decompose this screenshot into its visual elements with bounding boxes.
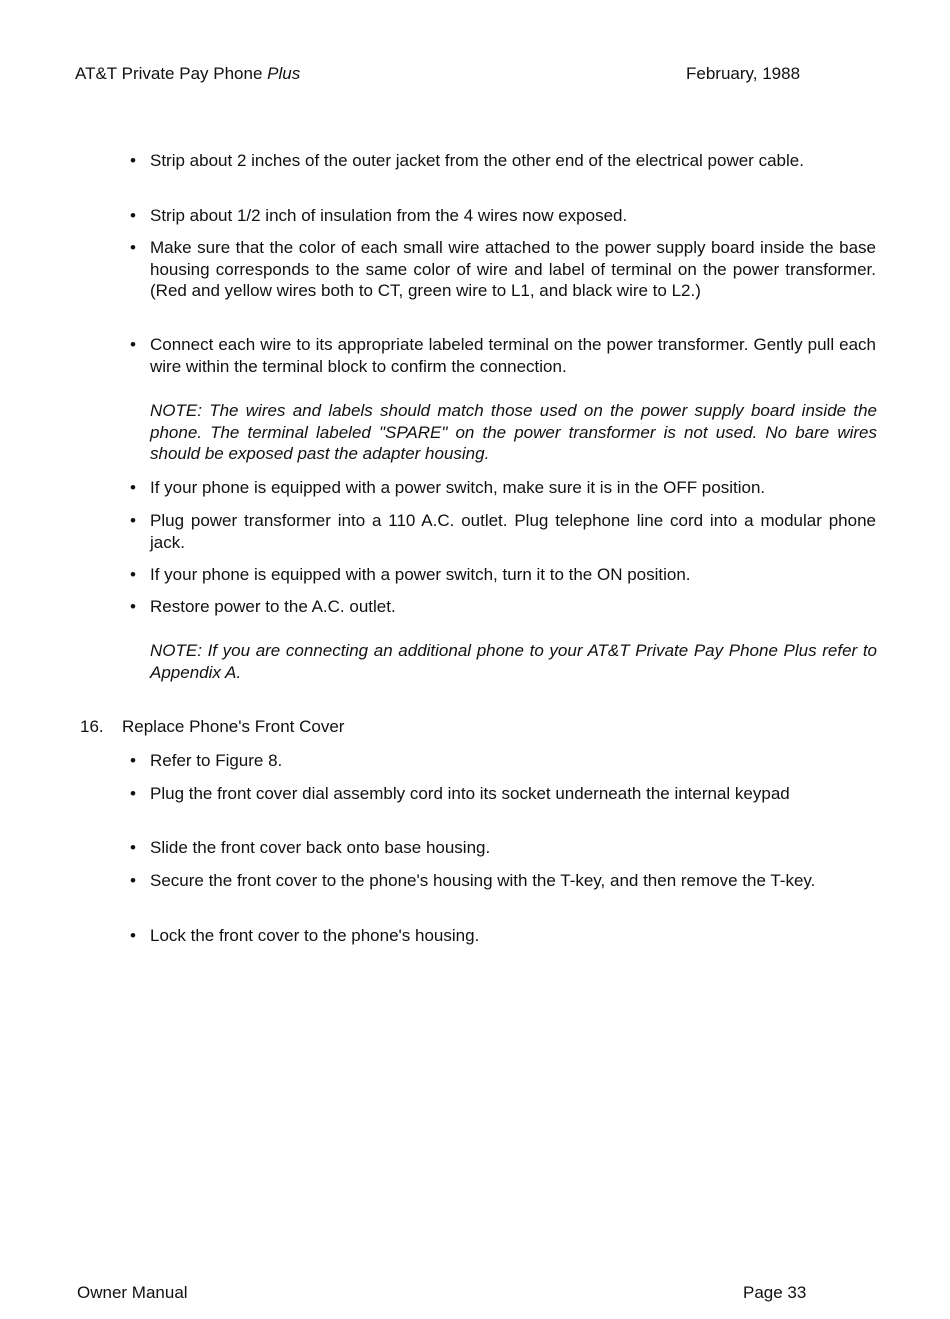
header-title-italic: Plus (267, 64, 301, 83)
bullet-icon: • (130, 784, 136, 803)
list-item-text: Lock the front cover to the phone's housing. (150, 926, 480, 945)
list-item (130, 510, 876, 553)
note-paragraph: NOTE: If you are connecting an additional phone to your AT&T Private Pay Phone Plus refer to Appendix A. (150, 641, 877, 682)
bullet-icon: • (130, 238, 136, 257)
list-item (130, 925, 876, 947)
list-item-text: Refer to Figure 8. (150, 751, 283, 770)
bullet-icon: • (130, 871, 136, 890)
list-item (130, 334, 876, 377)
list-item (130, 596, 876, 618)
bullet-icon: • (130, 565, 136, 584)
section-heading (80, 717, 344, 737)
bullet-icon: • (130, 926, 136, 945)
list-item (130, 205, 876, 227)
list-item (130, 150, 876, 172)
list-item-text: Strip about 1/2 inch of insulation from the 4 wires now exposed. (150, 206, 628, 225)
list-item (130, 783, 876, 805)
bullet-icon: • (130, 151, 136, 170)
header-date: February, 1988 (686, 64, 801, 83)
list-item-text: Plug power transformer into a 110 A.C. outlet. Plug telephone line cord into a modular phone jack. (150, 511, 876, 552)
bullet-icon: • (130, 838, 136, 857)
list-item-text: Strip about 2 inches of the outer jacket from the other end of the electrical power cable. (150, 151, 804, 170)
list-item-text: Secure the front cover to the phone's housing with the T-key, and then remove the T-key. (150, 871, 816, 890)
header-title (75, 64, 300, 84)
list-item-text: Make sure that the color of each small wire attached to the power supply board inside the base housing corresponds to the same color of wire and label of terminal on the power transformer. (Red and yellow wires both to CT, green wire to L1, and black wire to L2.) (150, 238, 876, 300)
header-title-main: AT&T Private Pay Phone (75, 64, 268, 83)
bullet-icon: • (130, 478, 136, 497)
list-item-text: Plug the front cover dial assembly cord into its socket underneath the internal keypad (150, 784, 790, 803)
bullet-icon: • (130, 511, 136, 530)
list-item-text: If your phone is equipped with a power switch, make sure it is in the OFF position. (150, 478, 766, 497)
footer-manual-name: Owner Manual (77, 1283, 188, 1302)
list-item (130, 837, 876, 859)
bullet-icon: • (130, 751, 136, 770)
list-item-text: If your phone is equipped with a power switch, turn it to the ON position. (150, 565, 691, 584)
list-item (130, 870, 876, 892)
bullet-icon: • (130, 206, 136, 225)
section-number: 16. (80, 717, 104, 736)
list-item-text: Connect each wire to its appropriate labeled terminal on the power transformer. Gently pull each wire within the terminal block to confirm the connection. (150, 335, 876, 376)
list-item (130, 237, 876, 302)
note-paragraph: NOTE: The wires and labels should match those used on the power supply board inside the phone. The terminal labeled "SPARE" on the power transformer is not used. No bare wires should be exposed past the adapter housing. (150, 401, 877, 463)
footer-page-number: Page 33 (743, 1283, 807, 1302)
list-item (130, 564, 876, 586)
list-item (130, 750, 876, 772)
section-title: Replace Phone's Front Cover (122, 717, 345, 736)
bullet-icon: • (130, 597, 136, 616)
bullet-icon: • (130, 335, 136, 354)
list-item-text: Slide the front cover back onto base housing. (150, 838, 491, 857)
list-item (130, 477, 876, 499)
list-item-text: Restore power to the A.C. outlet. (150, 597, 396, 616)
